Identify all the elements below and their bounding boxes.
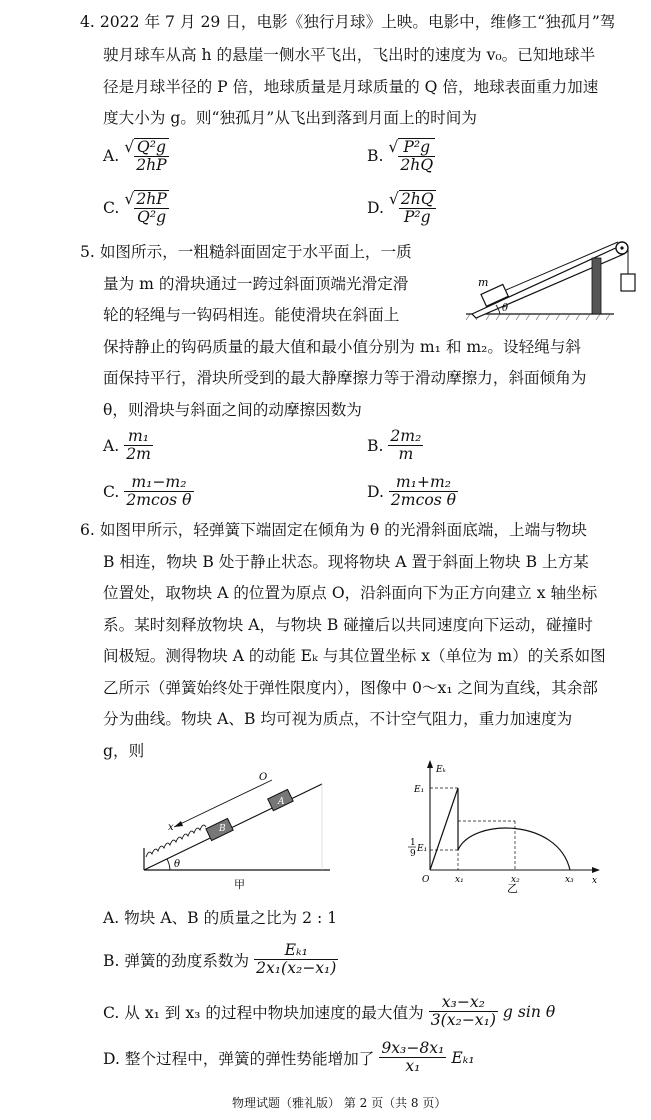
q4-line-3: 径是月球半径的 P 倍，地球质量是月球质量的 Q 倍，地球表面重力加速: [103, 78, 599, 96]
x-tick-x1: x₁: [455, 875, 464, 885]
q4-line-1: 4. 2022 年 7 月 29 日，电影《独行月球》上映。电影中，维修工“独孤月”驾: [80, 13, 616, 31]
figure-jia-incline: [140, 768, 340, 892]
x-axis-label: x: [168, 822, 174, 833]
origin-label: O: [259, 772, 268, 783]
x-tick-x2: x₂: [511, 875, 520, 885]
q6-line-7: 分为曲线。物块 A、B 均可视为质点，不计空气阻力，重力加速度为: [103, 710, 573, 728]
origin-label: O: [422, 875, 430, 885]
y-axis-label: Eₖ: [436, 765, 446, 775]
q4-line-4: 度大小为 g。则“独孤月”从飞出到落到月面上的时间为: [103, 109, 477, 127]
q6-option-d[interactable]: D. 整个过程中，弹簧的弹性势能增加了 $\frac{\text{9x₃−8x₁}}{\text{x₁}}$ Eₖ₁: [103, 1039, 475, 1075]
q6-line-6: 乙所示（弹簧始终处于弹性限度内），图像中 0～x₁ 之间为直线，其余部: [103, 679, 598, 697]
q5-line-6: θ，则滑块与斜面之间的动摩擦因数为: [103, 401, 362, 419]
figure-caption-yi: 乙: [507, 882, 518, 894]
y-tick-frac-num: 1: [410, 838, 416, 848]
q6-option-a[interactable]: A. 物块 A、B 的质量之比为 2 : 1: [103, 909, 338, 927]
q4-option-c[interactable]: C. √ $\frac{2hP}{\text{Q²g}}$: [103, 190, 167, 226]
q5-option-a[interactable]: A. $\frac{\text{m₁}}{2m}$: [103, 427, 151, 463]
q4-option-d[interactable]: D. √ $\frac{2hQ}{\text{P²g}}$: [367, 190, 434, 226]
q5-line-4: 保持静止的钩码质量的最大值和最小值分别为 m₁ 和 m₂。设轻绳与斜: [103, 338, 581, 356]
q4-option-b[interactable]: B. √ $\frac{\text{P²g}}{2hQ}$: [367, 138, 434, 174]
spring-icon: [146, 825, 206, 857]
q6-line-1: 6. 如图甲所示，轻弹簧下端固定在倾角为 θ 的光滑斜面底端，上端与物块: [80, 521, 587, 539]
y-tick-frac-symbol: E₁: [417, 844, 428, 854]
x-axis-label: x: [592, 876, 598, 886]
sqrt-expression: √ $\frac{2hP}{\text{Q²g}}$: [124, 190, 167, 226]
figure-caption-jia: 甲: [234, 878, 245, 891]
q6-option-c[interactable]: C. 从 x₁ 到 x₃ 的过程中物块加速度的最大值为 $\frac{\text{x₃−x₂}}{\text{3(x₂−x₁)}}$ g sin θ: [103, 993, 556, 1029]
angle-label: θ: [174, 859, 181, 870]
q5-line-2: 量为 m 的滑块通过一跨过斜面顶端光滑定滑: [103, 275, 409, 293]
q6-line-5: 间极短。测得物块 A 的动能 Eₖ 与其位置坐标 x（单位为 m）的关系如图: [103, 647, 606, 665]
q6-line-2: B 相连，物块 B 处于静止状态。现将物块 A 置于斜面上物块 B 上方某: [103, 553, 589, 571]
page-footer: 物理试题（雅礼版） 第 2 页（共 8 页）: [232, 1096, 447, 1110]
q4-option-a[interactable]: A. √ $\frac{\text{Q²g}}{2hP}$: [103, 138, 167, 174]
curved-segment: [458, 828, 570, 870]
q6-option-b[interactable]: B. 弹簧的劲度系数为 $\frac{\text{Eₖ₁}}{\text{2x₁(x₂−x₁)}}$: [103, 941, 337, 977]
incline-pulley-figure: [464, 234, 644, 334]
sqrt-expression: √ $\frac{2hQ}{\text{P²g}}$: [388, 190, 434, 226]
y-tick-frac-den: 9: [410, 849, 416, 859]
ground-hatch: [466, 314, 610, 320]
hook-weight: [621, 274, 635, 291]
angle-label: θ: [502, 303, 509, 314]
block-b-label: B: [219, 824, 226, 834]
q6-line-8: g，则: [103, 742, 145, 760]
q5-option-b[interactable]: B. $\frac{\text{2m₂}}{m}$: [367, 427, 422, 463]
angle-arc: [167, 859, 170, 870]
q6-line-3: 位置处，取物块 A 的位置为原点 O，沿斜面向下为正方向建立 x 轴坐标: [103, 584, 598, 602]
block-label: m: [478, 276, 489, 289]
y-tick-e1: E₁: [414, 785, 425, 795]
sqrt-expression: √ $\frac{\text{Q²g}}{2hP}$: [124, 138, 167, 174]
q5-option-c[interactable]: C. $\frac{\text{m₁−m₂}}{\text{2mcos θ}}$: [103, 473, 192, 509]
q5-option-d[interactable]: D. $\frac{\text{m₁+m₂}}{\text{2mcos θ}}$: [367, 473, 457, 509]
sqrt-expression: √ $\frac{\text{P²g}}{2hQ}$: [388, 138, 434, 174]
q4-line-2: 驶月球车从高 h 的悬崖一侧水平飞出，飞出时的速度为 v₀。已知地球半: [103, 46, 596, 64]
x-axis-arrow: [174, 780, 272, 827]
q6-line-4: 系。某时刻释放物块 A，与物块 B 碰撞后以共同速度向下运动，碰撞时: [103, 616, 593, 634]
q5-line-1: 5. 如图所示，一粗糙斜面固定于水平面上，一质: [80, 243, 412, 261]
linear-segment: [430, 788, 458, 870]
support-post: [592, 258, 601, 314]
q5-line-3: 轮的轻绳与一钩码相连。能使滑块在斜面上: [103, 306, 400, 324]
block-a-label: A: [278, 797, 285, 807]
q5-line-5: 面保持平行，滑块所受到的最大静摩擦力等于滑动摩擦力，斜面倾角为: [103, 369, 587, 387]
figure-yi-graph: [380, 758, 610, 894]
x-tick-x3: x₃: [565, 875, 574, 885]
